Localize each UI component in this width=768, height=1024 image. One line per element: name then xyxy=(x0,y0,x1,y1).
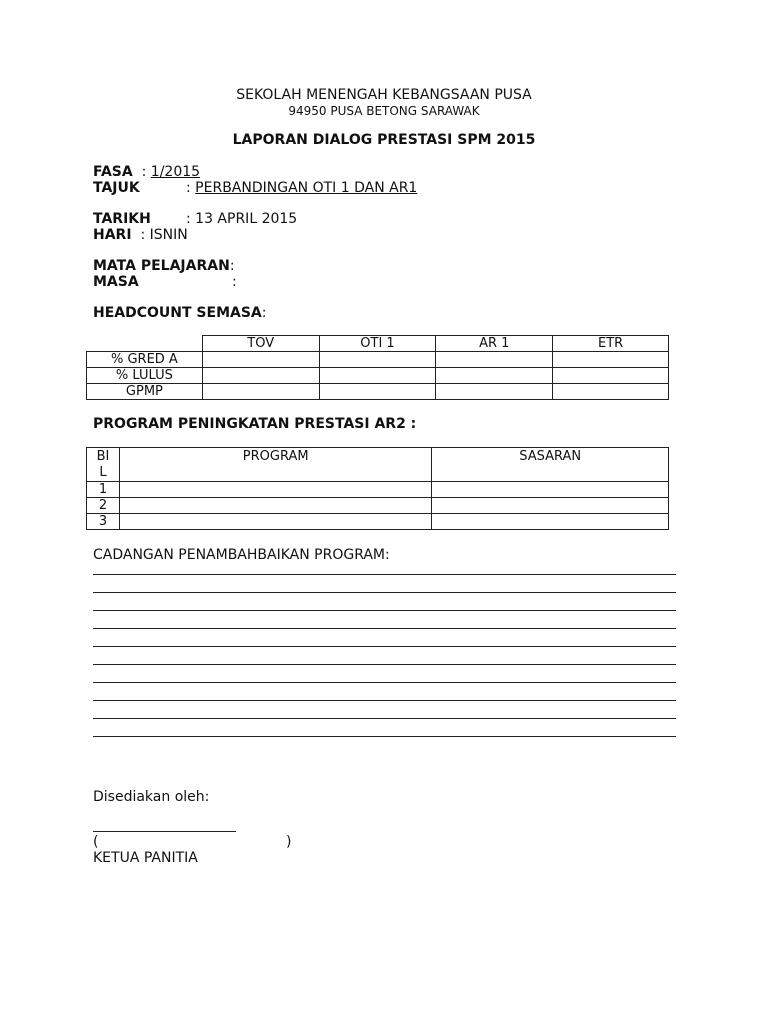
fasa-label: FASA xyxy=(93,164,133,180)
writing-line[interactable] xyxy=(93,700,676,701)
close-paren: ) xyxy=(286,834,292,850)
col-program: PROGRAM xyxy=(119,448,431,482)
tajuk-line xyxy=(93,179,418,197)
headcount-corner-cell xyxy=(87,336,203,352)
prepared-by-label: Disediakan oleh: xyxy=(93,789,210,805)
row-label-gred-a: % GRED A xyxy=(87,352,203,368)
table-cell[interactable] xyxy=(119,498,431,514)
table-cell[interactable] xyxy=(319,384,436,400)
row-number-1: 1 xyxy=(87,482,120,498)
writing-line[interactable] xyxy=(93,628,676,629)
writing-line[interactable] xyxy=(93,610,676,611)
row-number-2: 2 xyxy=(87,498,120,514)
writing-line[interactable] xyxy=(93,592,676,593)
writing-line[interactable] xyxy=(93,682,676,683)
row-label-lulus: % LULUS xyxy=(87,368,203,384)
program-header-row xyxy=(87,448,669,482)
col-oti1: OTI 1 xyxy=(319,336,436,352)
writing-line[interactable] xyxy=(93,646,676,647)
masa-label: MASA xyxy=(93,274,139,290)
writing-line[interactable] xyxy=(93,736,676,737)
fasa-colon: : xyxy=(137,164,151,180)
writing-line[interactable] xyxy=(93,574,676,575)
table-cell[interactable] xyxy=(202,384,319,400)
headcount-table xyxy=(86,335,669,400)
table-row xyxy=(87,352,669,368)
hari-colon: : xyxy=(136,227,150,243)
col-tov: TOV xyxy=(202,336,319,352)
masa-colon: : xyxy=(232,274,237,290)
table-cell[interactable] xyxy=(119,514,431,530)
tarikh-label: TARIKH xyxy=(93,211,151,227)
table-cell[interactable] xyxy=(432,482,669,498)
mata-pelajaran-label: MATA PELAJARAN xyxy=(93,258,230,274)
table-cell[interactable] xyxy=(432,514,669,530)
table-cell[interactable] xyxy=(436,352,553,368)
table-cell[interactable] xyxy=(319,352,436,368)
role-label: KETUA PANITIA xyxy=(93,850,198,866)
col-sasaran: SASARAN xyxy=(432,448,669,482)
school-address: 94950 PUSA BETONG SARAWAK xyxy=(288,104,480,118)
table-cell[interactable] xyxy=(202,352,319,368)
col-bil-line-1: BI xyxy=(96,449,110,464)
col-bil-line-2: L xyxy=(99,465,107,480)
mata-pelajaran-colon: : xyxy=(229,258,235,274)
masa-line xyxy=(93,273,237,291)
table-cell[interactable] xyxy=(553,368,669,384)
table-row xyxy=(87,514,669,530)
school-name: SEKOLAH MENENGAH KEBANGSAAN PUSA xyxy=(236,87,532,103)
writing-line[interactable] xyxy=(93,718,676,719)
table-cell[interactable] xyxy=(553,352,669,368)
cadangan-label: CADANGAN PENAMBAHBAIKAN PROGRAM: xyxy=(93,547,390,563)
program-heading-line xyxy=(93,415,416,433)
report-title: LAPORAN DIALOG PRESTASI SPM 2015 xyxy=(232,132,536,148)
row-number-3: 3 xyxy=(87,514,120,530)
signature-line[interactable] xyxy=(93,831,236,832)
table-cell[interactable] xyxy=(553,384,669,400)
table-cell[interactable] xyxy=(202,368,319,384)
table-row xyxy=(87,482,669,498)
tarikh-value: 13 APRIL 2015 xyxy=(195,211,298,227)
table-row xyxy=(87,498,669,514)
hari-value: ISNIN xyxy=(149,227,188,243)
col-ar1: AR 1 xyxy=(436,336,553,352)
program-table xyxy=(86,447,669,530)
headcount-heading-line xyxy=(93,304,266,322)
writing-line[interactable] xyxy=(93,664,676,665)
table-row xyxy=(87,384,669,400)
headcount-colon: : xyxy=(261,305,267,321)
table-row xyxy=(87,368,669,384)
tajuk-value: PERBANDINGAN OTI 1 DAN AR1 xyxy=(195,180,418,196)
hari-line xyxy=(93,226,188,244)
table-cell[interactable] xyxy=(436,368,553,384)
tarikh-value-wrap: : 13 APRIL 2015 xyxy=(186,211,298,227)
headcount-heading: HEADCOUNT SEMASA xyxy=(93,305,262,321)
tajuk-label: TAJUK xyxy=(93,180,140,196)
tajuk-value-wrap: : PERBANDINGAN OTI 1 DAN AR1 xyxy=(186,180,418,196)
table-cell[interactable] xyxy=(432,498,669,514)
table-cell[interactable] xyxy=(319,368,436,384)
hari-label: HARI xyxy=(93,227,132,243)
headcount-header-row xyxy=(87,336,669,352)
open-paren: ( xyxy=(93,834,99,850)
row-label-gpmp: GPMP xyxy=(87,384,203,400)
col-bil xyxy=(87,448,120,482)
table-cell[interactable] xyxy=(436,384,553,400)
program-heading: PROGRAM PENINGKATAN PRESTASI AR2 : xyxy=(93,416,417,432)
fasa-value: 1/2015 xyxy=(150,164,201,180)
col-etr: ETR xyxy=(553,336,669,352)
table-cell[interactable] xyxy=(119,482,431,498)
